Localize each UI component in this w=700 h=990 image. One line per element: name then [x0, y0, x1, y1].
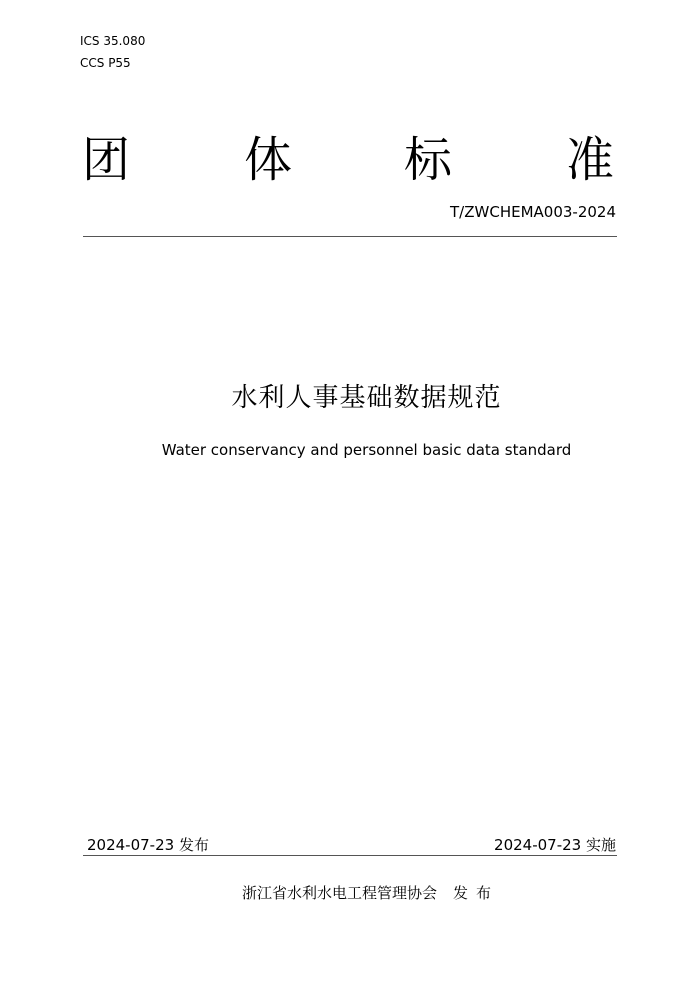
implement-date: 2024-07-23 实施 [494, 836, 616, 854]
publisher-org: 浙江省水利水电工程管理协会 [241, 884, 437, 902]
bottom-divider [83, 855, 617, 856]
ccs-code: CCS P55 [80, 56, 131, 70]
publisher-action-2: 布 [476, 884, 492, 902]
publisher-action-1: 发 [452, 884, 468, 902]
category-char-3: 标 [404, 132, 453, 188]
publisher-line [0, 882, 700, 904]
category-char-2: 体 [244, 132, 293, 188]
ics-code: ICS 35.080 [80, 34, 146, 48]
title-chinese: 水利人事基础数据规范 [231, 383, 502, 413]
category-char-4: 准 [566, 132, 615, 188]
standard-number: T/ZWCHEMA003-2024 [450, 203, 616, 221]
category-char-1: 团 [82, 132, 131, 188]
publish-date: 2024-07-23 发布 [87, 836, 209, 854]
top-divider [83, 236, 617, 237]
title-english: Water conservancy and personnel basic data standard [161, 441, 572, 459]
